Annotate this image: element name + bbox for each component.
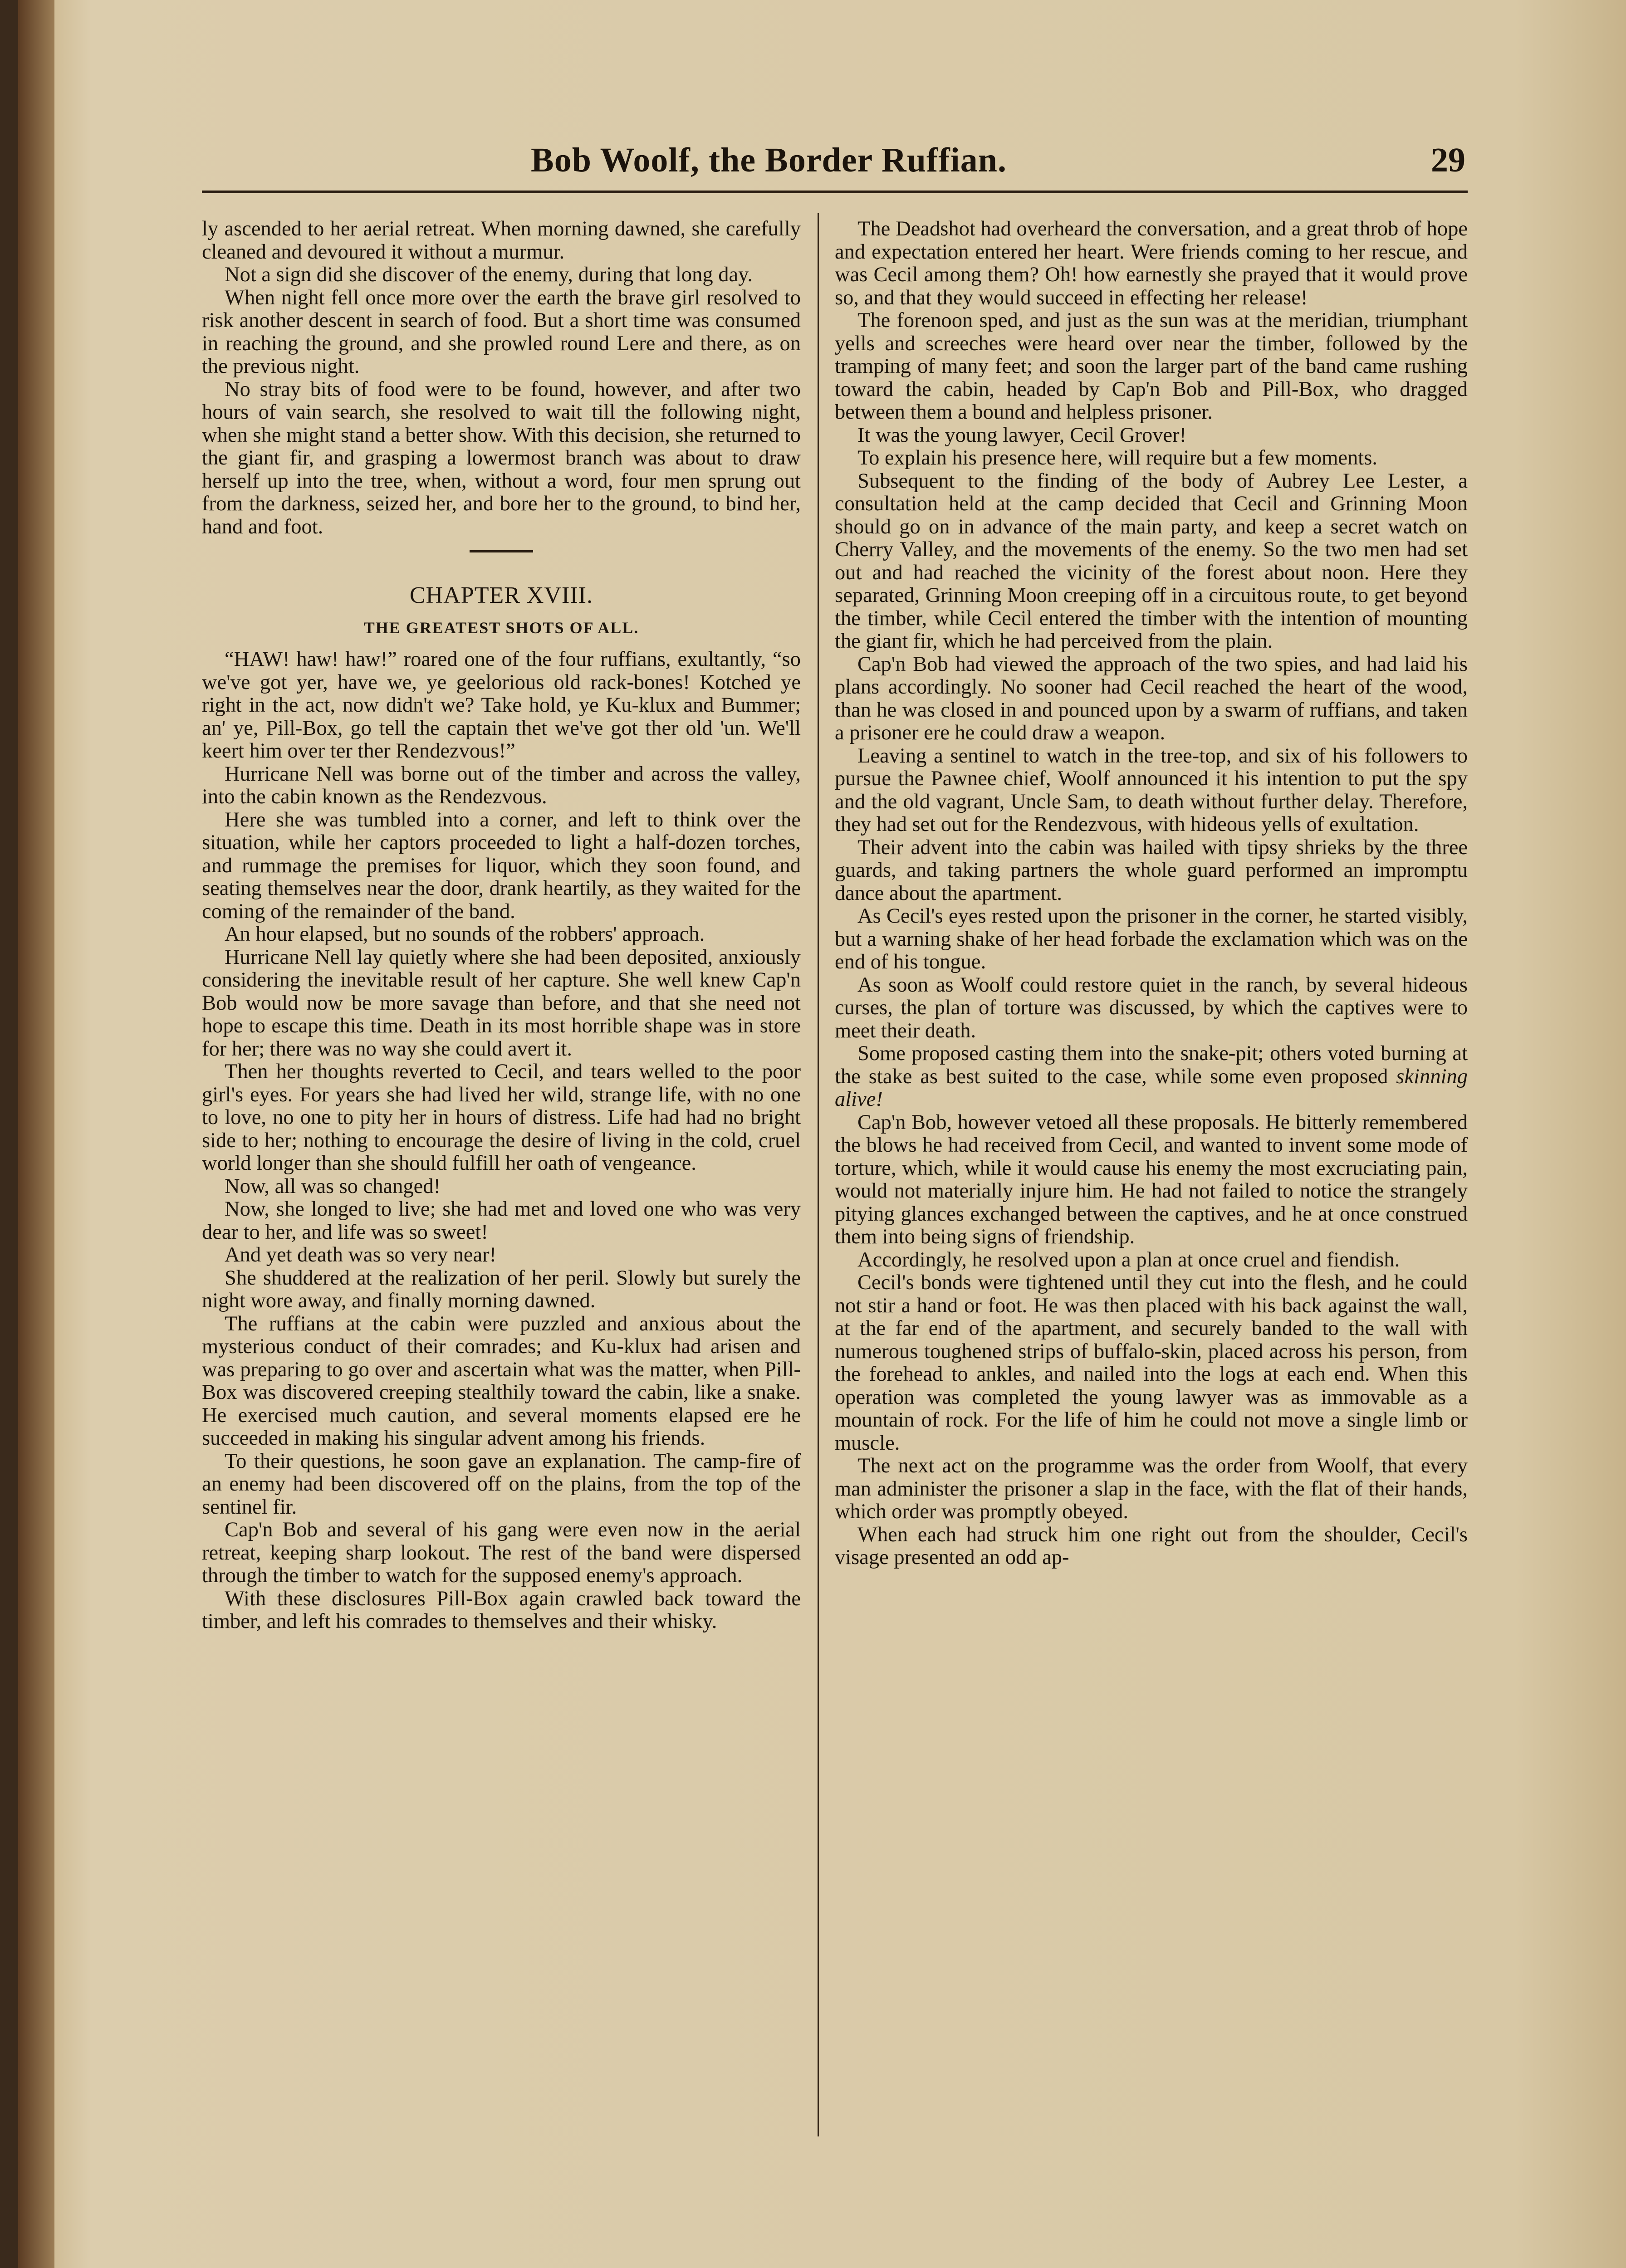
- paragraph: With these disclosures Pill-Box again crawled back toward the timber, and left his comrades to themselves and their whisky.: [202, 1587, 801, 1633]
- paragraph: Leaving a sentinel to watch in the tree-top, and six of his followers to pursue the Pawnee chief, Woolf announced it his intention to put the spy and the old vagrant, Uncle Sam, to death without further delay. Therefore, they had set out for the Rendezvous, with hideous yells of exultation.: [835, 744, 1468, 836]
- paragraph: Cecil's bonds were tightened until they cut into the flesh, and he could not stir a hand or foot. He was then placed with his back against the wall, at the far end of the apartment, and securely banded to the wall with numerous toughened strips of buffalo-skin, placed across his person, from the forehead to ankles, and nailed into the logs at each end. When this operation was completed the young lawyer was as immovable as a mountain of rock. For the life of him he could not move a single limb or muscle.: [835, 1271, 1468, 1455]
- paragraph: Their advent into the cabin was hailed with tipsy shrieks by the three guards, and taking partners the whole guard performed an impromptu dance about the apartment.: [835, 836, 1468, 905]
- paragraph: Cap'n Bob, however vetoed all these proposals. He bitterly remembered the blows he had received from Cecil, and wanted to invent some mode of torture, which, while it would cause his enemy the most excruciating pain, would not materially injure him. He had not failed to notice the strangely pitying glances exchanged between the captives, and he at once construed them into being signs of friendship.: [835, 1110, 1468, 1248]
- paragraph: When each had struck him one right out from the shoulder, Cecil's visage presented an odd ap-: [835, 1523, 1468, 1569]
- paragraph: To their questions, he soon gave an explanation. The camp-fire of an enemy had been discovered off on the plains, from the top of the sentinel fir.: [202, 1449, 801, 1519]
- paragraph: Cap'n Bob and several of his gang were even now in the aerial retreat, keeping sharp lookout. The rest of the band were dispersed through the timber to watch for the supposed enemy's approach.: [202, 1518, 801, 1587]
- paragraph: It was the young lawyer, Cecil Grover!: [857, 423, 1187, 447]
- paragraph: Here she was tumbled into a corner, and left to think over the situation, while her captors proceeded to light a half-dozen torches, and rummage the premises for liquor, which they soon found, and seating themselves near the door, drank heartily, as they waited for the coming of the remainder of the band.: [202, 808, 801, 923]
- running-header: [517, 136, 1465, 195]
- paragraph: The next act on the programme was the order from Woolf, that every man administer the prisoner a slap in the face, with the flat of their hands, which order was promptly obeyed.: [835, 1454, 1468, 1523]
- paragraph: Hurricane Nell was borne out of the timber and across the valley, into the cabin known as the Rendezvous.: [202, 762, 801, 808]
- paragraph-text: Some proposed casting them into the snake-pit; others voted burning at the stake as best suited to the case, while some even proposed: [835, 1042, 1468, 1088]
- paragraph: No stray bits of food were to be found, however, and after two hours of vain search, she resolved to wait till the following night, when she might stand a better show. With this decision, she returned to the giant fir, and grasping a lowermost branch was about to draw herself up into the tree, when, without a word, four men sprung out from the darkness, seized her, and bore her to the ground, to bind her, hand and foot.: [202, 377, 801, 538]
- book-spine: [18, 0, 54, 2268]
- paragraph: Cap'n Bob had viewed the approach of the two spies, and had laid his plans accordingly. No sooner had Cecil reached the heart of the wood, than he was closed in and pounced upon by a swarm of ruffians, and taken a prisoner ere he could draw a weapon.: [835, 652, 1468, 744]
- paragraph: And yet death was so very near!: [225, 1243, 497, 1266]
- paragraph: An hour elapsed, but no sounds of the robbers' approach.: [225, 923, 705, 946]
- chapter-heading: CHAPTER XVIII.: [410, 582, 593, 608]
- header-rule: [202, 191, 1468, 193]
- paragraph: To explain his presence here, will require but a few moments.: [857, 446, 1377, 469]
- left-column: [202, 218, 801, 2150]
- book-page: [18, 0, 1626, 2268]
- paragraph: She shuddered at the realization of her peril. Slowly but surely the night wore away, and finally morning dawned.: [202, 1266, 801, 1312]
- paragraph: Subsequent to the finding of the body of Aubrey Lee Lester, a consultation held at the camp decided that Cecil and Grinning Moon should go on in advance of the main party, and keep a secret watch on Cherry Valley, and the movements of the enemy. So the two men had set out and had reached the vicinity of the forest about noon. Here they separated, Grinning Moon creeping off in a circuitous route, to get beyond the timber, while Cecil entered the timber with the intention of mounting the giant fir, which he had perceived from the plain.: [835, 469, 1468, 653]
- emphasis-text: skinning alive!: [835, 1065, 1468, 1111]
- paragraph: As soon as Woolf could restore quiet in the ranch, by several hideous curses, the plan of torture was discussed, by which the captives were to meet their death.: [835, 973, 1468, 1042]
- page-number: 29: [1431, 141, 1465, 179]
- paragraph: Now, she longed to live; she had met and loved one who was very dear to her, and life was so sweet!: [202, 1198, 801, 1244]
- paragraph: When night fell once more over the earth the brave girl resolved to risk another descent in search of food. But a short time was consumed in reaching the ground, and she prowled round Lere and there, as on the previous night.: [202, 286, 801, 378]
- paragraph: The Deadshot had overheard the conversation, and a great throb of hope and expectation entered her heart. Were friends coming to her rescue, and was Cecil among them? Oh! how earnestly she prayed that it would prove so, and that they would succeed in effecting her release!: [835, 218, 1468, 309]
- paragraph: As Cecil's eyes rested upon the prisoner in the corner, he started visibly, but a warning shake of her head forbade the exclamation which was on the end of his tongue.: [835, 904, 1468, 973]
- paragraph: Accordingly, he resolved upon a plan at once cruel and fiendish.: [857, 1248, 1400, 1271]
- paragraph: The ruffians at the cabin were puzzled and anxious about the mysterious conduct of their comrades; and Ku-klux had arisen and was preparing to go over and ascertain what was the matter, when Pill-Box was discovered creeping stealthily toward the cabin, like a snake. He exercised much caution, and several moments elapsed ere he succeeded in making his singular advent among his friends.: [202, 1312, 801, 1450]
- right-column: [835, 218, 1468, 2150]
- paragraph: Then her thoughts reverted to Cecil, and tears welled to the poor girl's eyes. For years she had lived her wild, strange life, with no one to love, no one to pity her in hours of distress. Life had had no bright side to her; nothing to encourage the desire of living in the cold, cruel world longer than she should fulfill her oath of vengeance.: [202, 1060, 801, 1175]
- paragraph: Not a sign did she discover of the enemy, during that long day.: [225, 263, 753, 286]
- paragraph: Hurricane Nell lay quietly where she had been deposited, anxiously considering the inevitable result of her capture. She well knew Cap'n Bob would now be more savage than before, and that she need not hope to escape this time. Death in its most horrible shape was in store for her; there was no way she could avert it.: [202, 945, 801, 1061]
- paragraph: [835, 1042, 1468, 1111]
- section-divider: [470, 550, 533, 552]
- paragraph: Now, all was so changed!: [225, 1174, 441, 1198]
- running-title: Bob Woolf, the Border Ruffian.: [531, 141, 1007, 179]
- chapter-subtitle: THE GREATEST SHOTS OF ALL.: [363, 618, 639, 637]
- column-rule: [818, 213, 819, 2136]
- paragraph: “HAW! haw! haw!” roared one of the four ruffians, exultantly, “so we've got yer, have we, ye geelorious old rack-bones! Kotched ye right in the act, now didn't we? Take hold, ye Ku-klux and Bummer; an' ye, Pill-Box, go tell the captain thet we've got ther old 'un. We'll keert him over ter ther Rendezvous!”: [202, 648, 801, 763]
- paragraph: ly ascended to her aerial retreat. When morning dawned, she carefully cleaned and devoured it without a murmur.: [202, 218, 801, 264]
- paragraph: The forenoon sped, and just as the sun was at the meridian, triumphant yells and screeches were heard over near the timber, followed by the tramping of many feet; and soon the larger part of the band came rushing toward the cabin, headed by Cap'n Bob and Pill-Box, who dragged between them a bound and helpless prisoner.: [835, 309, 1468, 424]
